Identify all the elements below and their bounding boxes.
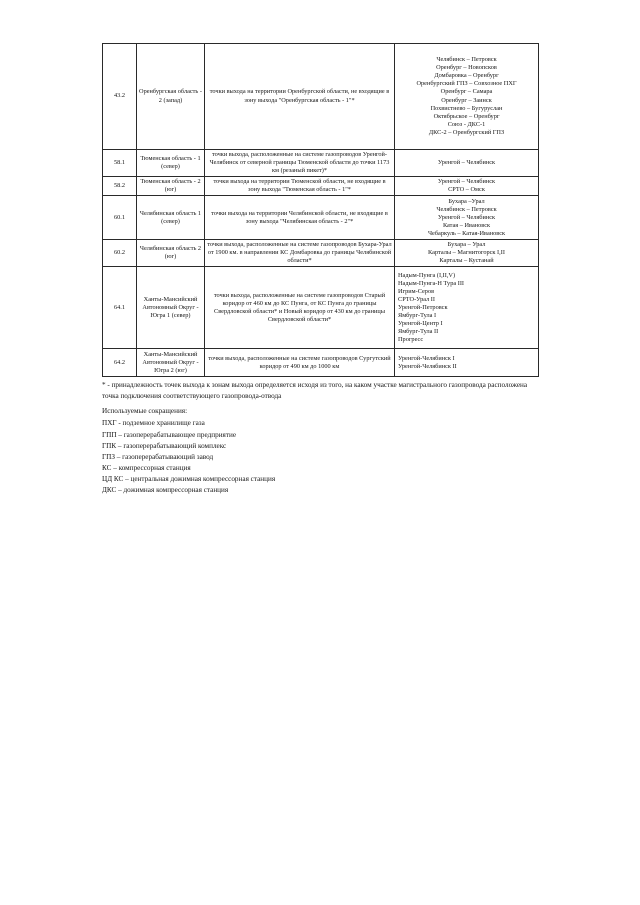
pipeline-route: Чебаркуль – Катая-Ивановск xyxy=(427,229,506,237)
zone-description-cell: точки выхода на территории Оренбургской области, не входящие в зону выхода "Оренбургская область - 1"* xyxy=(205,44,395,150)
zone-region-cell: Ханты-Мансийский Автономный Округ - Югра 2 (юг) xyxy=(137,349,205,377)
pipeline-route: Челябинск – Петровск xyxy=(436,56,497,64)
table-row xyxy=(103,349,539,377)
zone-number-cell: 60.1 xyxy=(103,196,137,240)
pipeline-route: Игрим-Серов xyxy=(398,287,435,295)
table-row xyxy=(103,44,539,150)
pipeline-route: Уренгой-Челябинск I xyxy=(398,354,455,362)
table-row xyxy=(103,196,539,240)
pipeline-route: Оренбург – Новопсков xyxy=(436,64,497,72)
pipeline-route: Карталы – Магнитогорск I,II xyxy=(428,249,505,257)
pipeline-routes-cell xyxy=(395,150,539,177)
pipeline-route: Надым-Пунга (I,II,V) xyxy=(398,271,456,279)
pipeline-route: Бухара – Урал xyxy=(447,241,486,249)
zone-region-cell: Тюменская область - 2 (юг) xyxy=(137,177,205,196)
pipeline-route: Октябрьское – Оренбург xyxy=(433,112,500,120)
pipeline-route: Уренгой – Челябинск xyxy=(437,213,496,221)
pipeline-route: ДКС-2 – Оренбургский ГПЗ xyxy=(428,128,505,136)
pipeline-route: Карталы – Кустанай xyxy=(439,257,494,265)
pipeline-routes-cell xyxy=(395,240,539,267)
pipeline-route: СРТО-Урал II xyxy=(398,295,436,303)
abbreviation-item: КС – компрессорная станция xyxy=(102,464,191,473)
abbreviation-item: ПХГ - подземное хранилище газа xyxy=(102,419,205,428)
zone-region-cell: Тюменская область - 1 (север) xyxy=(137,150,205,177)
pipeline-routes-cell xyxy=(395,349,539,377)
footnote: * - принадлежность точек выхода к зонам выхода определяется исходя из того, на каком участке магистрального газопровода расположена точка подключения соответствующего газопровода-отвода xyxy=(102,381,528,401)
pipeline-route: Ямбург-Тула II xyxy=(398,327,439,335)
zone-number-cell: 58.2 xyxy=(103,177,137,196)
pipeline-route: Домбаровка – Оренбург xyxy=(434,72,499,80)
pipeline-routes-cell xyxy=(395,196,539,240)
pipeline-routes-cell xyxy=(395,267,539,349)
pipeline-route: Оренбург – Заинск xyxy=(441,96,492,104)
table-row xyxy=(103,177,539,196)
abbreviation-item: ГПЗ – газоперерабатывающий завод xyxy=(102,452,214,461)
zone-region-cell: Челябинская область 1 (север) xyxy=(137,196,205,240)
pipeline-route: Челябинск – Петровск xyxy=(436,205,497,213)
pipeline-route: Бухара –Урал xyxy=(448,197,485,205)
pipeline-route: Уренгой-Центр I xyxy=(398,319,443,327)
exit-zones-table xyxy=(102,43,539,377)
zone-region-cell: Ханты-Мансийский Автономный Округ - Югра 1 (север) xyxy=(137,267,205,349)
zone-description-cell: точки выхода, расположенные на системе газопроводов Уренгой-Челябинск от северной границы Тюменской области до точки 1173 км (резаный пикет)* xyxy=(205,150,395,177)
pipeline-routes-cell xyxy=(395,177,539,196)
table-row xyxy=(103,240,539,267)
zone-description-cell: точки выхода на территории Тюменской области, не входящие в зону выхода "Тюменская область - 1"* xyxy=(205,177,395,196)
zone-number-cell: 64.2 xyxy=(103,349,137,377)
table-row xyxy=(103,267,539,349)
abbreviation-item: ЦД КС – центральная дожимная компрессорная станция xyxy=(102,475,276,484)
table-row xyxy=(103,150,539,177)
zone-region-cell: Челябинская область 2 (юг) xyxy=(137,240,205,267)
zone-number-cell: 64.1 xyxy=(103,267,137,349)
pipeline-route: Оренбургский ГПЗ – Совхозное ПХГ xyxy=(416,80,517,88)
pipeline-route: Надым-Пунга-Н Тура III xyxy=(398,279,465,287)
pipeline-route: Катая – Ивановск xyxy=(442,221,491,229)
zone-number-cell: 43.2 xyxy=(103,44,137,150)
pipeline-route: Похвистнево – Бугуруслан xyxy=(430,104,503,112)
zone-number-cell: 58.1 xyxy=(103,150,137,177)
zone-number-cell: 60.2 xyxy=(103,240,137,267)
footer xyxy=(102,380,542,497)
pipeline-route: Уренгой-Челябинск II xyxy=(398,362,457,370)
abbreviations-list xyxy=(102,418,542,496)
abbreviation-item: ДКС – дожимная компрессорная станция xyxy=(102,486,229,495)
zone-description-cell: точки выхода на территории Челябинской области, не входящие в зону выхода "Челябинская область - 2"* xyxy=(205,196,395,240)
table-body xyxy=(103,44,539,377)
zone-region-cell: Оренбургская область - 2 (запад) xyxy=(137,44,205,150)
pipeline-route: Уренгой-Петровск xyxy=(398,303,448,311)
pipeline-routes-cell xyxy=(395,44,539,150)
pipeline-route: Союз - ДКС-1 xyxy=(447,120,486,128)
zone-description-cell: точки выхода, расположенные на системе газопроводов Сургутский коридор от 490 км до 1000 км xyxy=(205,349,395,377)
pipeline-route: СРТО – Омск xyxy=(448,186,485,194)
pipeline-route: Уренгой – Челябинск xyxy=(437,178,496,186)
pipeline-route: Оренбург – Самара xyxy=(440,88,493,96)
zone-description-cell: точки выхода, расположенные на системе газопроводов Бухара-Урал от 1900 км. в направлении КС Домбаровка до границы Челябинской области* xyxy=(205,240,395,267)
pipeline-route: Ямбург-Тула I xyxy=(398,311,437,319)
pipeline-route: Прогресс xyxy=(398,336,424,344)
abbreviation-item: ГПК – газоперерабатывающий комплекс xyxy=(102,441,227,450)
zone-description-cell: точки выхода, расположенные на системе газопроводов Старый коридор от 460 км до КС Пунга, от КС Пунга до границы Свердловской области* и Новый коридор от 430 км до границы Свердловской области* xyxy=(205,267,395,349)
abbreviation-item: ГПП – газоперерабатывающее предприятие xyxy=(102,430,237,439)
abbreviations-title: Используемые сокращения: xyxy=(102,407,188,416)
pipeline-route: Уренгой – Челябинск xyxy=(437,159,496,167)
